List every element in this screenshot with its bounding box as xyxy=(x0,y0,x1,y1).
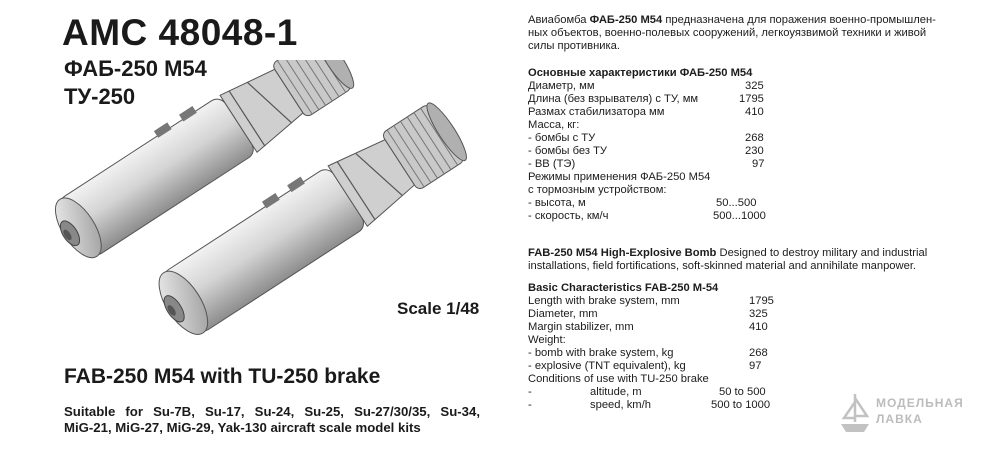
watermark-line-1: МОДЕЛЬНАЯ xyxy=(876,396,964,410)
en-description xyxy=(528,247,988,273)
ru-mass-row: - ВВ (ТЭ) 97 xyxy=(528,158,765,170)
ru-intro-pre: Авиабомба xyxy=(528,14,590,26)
ru-mass-row: - бомбы с ТУ 268 xyxy=(528,132,764,144)
ship-icon xyxy=(838,392,872,434)
ru-intro-line3: силы противника. xyxy=(528,40,620,52)
ru-intro-bold: ФАБ-250 М54 xyxy=(589,14,663,26)
en-intro-bold: FAB-250 M54 High-Explosive Bomb xyxy=(528,247,717,259)
en-weight-label: Weight: xyxy=(528,334,566,346)
ru-modes-line1: Режимы применения ФАБ-250 М54 xyxy=(528,171,711,183)
ru-intro-post: предназначена для поражения военно-промышлен- xyxy=(662,14,936,26)
en-spec-row: Margin stabilizer, mm 410 xyxy=(528,321,768,333)
product-subtitle-ru: ФАБ-250 М54 xyxy=(64,56,207,81)
suitable-for-text xyxy=(64,404,480,436)
suitable-line-2: MiG-21, MiG-27, MiG-29, Yak-130 aircraft scale model kits xyxy=(64,420,421,435)
ru-spec-row: Диаметр, мм 325 xyxy=(528,80,764,92)
ru-modes-line2: с тормозным устройством: xyxy=(528,184,667,196)
ru-description xyxy=(528,14,988,53)
en-spec-row: Diameter, mm 325 xyxy=(528,308,768,320)
ru-mode-row: - высота, м 50...500 xyxy=(528,197,757,209)
ru-mass-label: Масса, кг: xyxy=(528,119,580,131)
product-code: AMC 48048-1 xyxy=(62,12,298,53)
scale-label: Scale 1/48 xyxy=(397,299,480,318)
product-title: FAB-250 M54 with TU-250 brake xyxy=(64,365,381,388)
en-intro-line2: installations, field fortifications, soft-skinned material and annihilate manpower. xyxy=(528,260,917,272)
en-weight-row: - explosive (TNT equivalent), kg 97 xyxy=(528,360,762,372)
brake-subtitle: ТУ-250 xyxy=(64,84,136,109)
en-conditions-label: Conditions of use with TU-250 brake xyxy=(528,373,709,385)
ru-spec-row: Длина (без взрывателя) с ТУ, мм 1795 xyxy=(528,93,764,105)
ru-specs xyxy=(528,67,988,223)
en-cond-row: - speed, km/h 500 to 1000 xyxy=(528,399,771,411)
ru-intro-line2: ных объектов, военно-полевых сооружений, легкоуязвимой техники и живой xyxy=(528,27,927,39)
ru-mode-row: - скорость, км/ч 500...1000 xyxy=(528,210,766,222)
en-intro-rest: Designed to destroy military and industrial xyxy=(716,247,928,259)
watermark-line-2: ЛАВКА xyxy=(876,412,923,426)
ru-spec-row: Размах стабилизатора мм 410 xyxy=(528,106,764,118)
ru-specs-heading: Основные характеристики ФАБ-250 М54 xyxy=(528,67,753,79)
en-spec-row: Length with brake system, mm 1795 xyxy=(528,295,774,307)
watermark-logo xyxy=(836,388,986,438)
ru-mass-row: - бомбы без ТУ 230 xyxy=(528,145,764,157)
suitable-line-1: Suitable for Su-7B, Su-17, Su-24, Su-25, Su-27/30/35, Su-34, xyxy=(64,404,480,419)
en-specs-heading: Basic Characteristics FAB-250 M-54 xyxy=(528,282,719,294)
en-cond-row: - altitude, m 50 to 500 xyxy=(528,386,766,398)
en-weight-row: - bomb with brake system, kg 268 xyxy=(528,347,768,359)
